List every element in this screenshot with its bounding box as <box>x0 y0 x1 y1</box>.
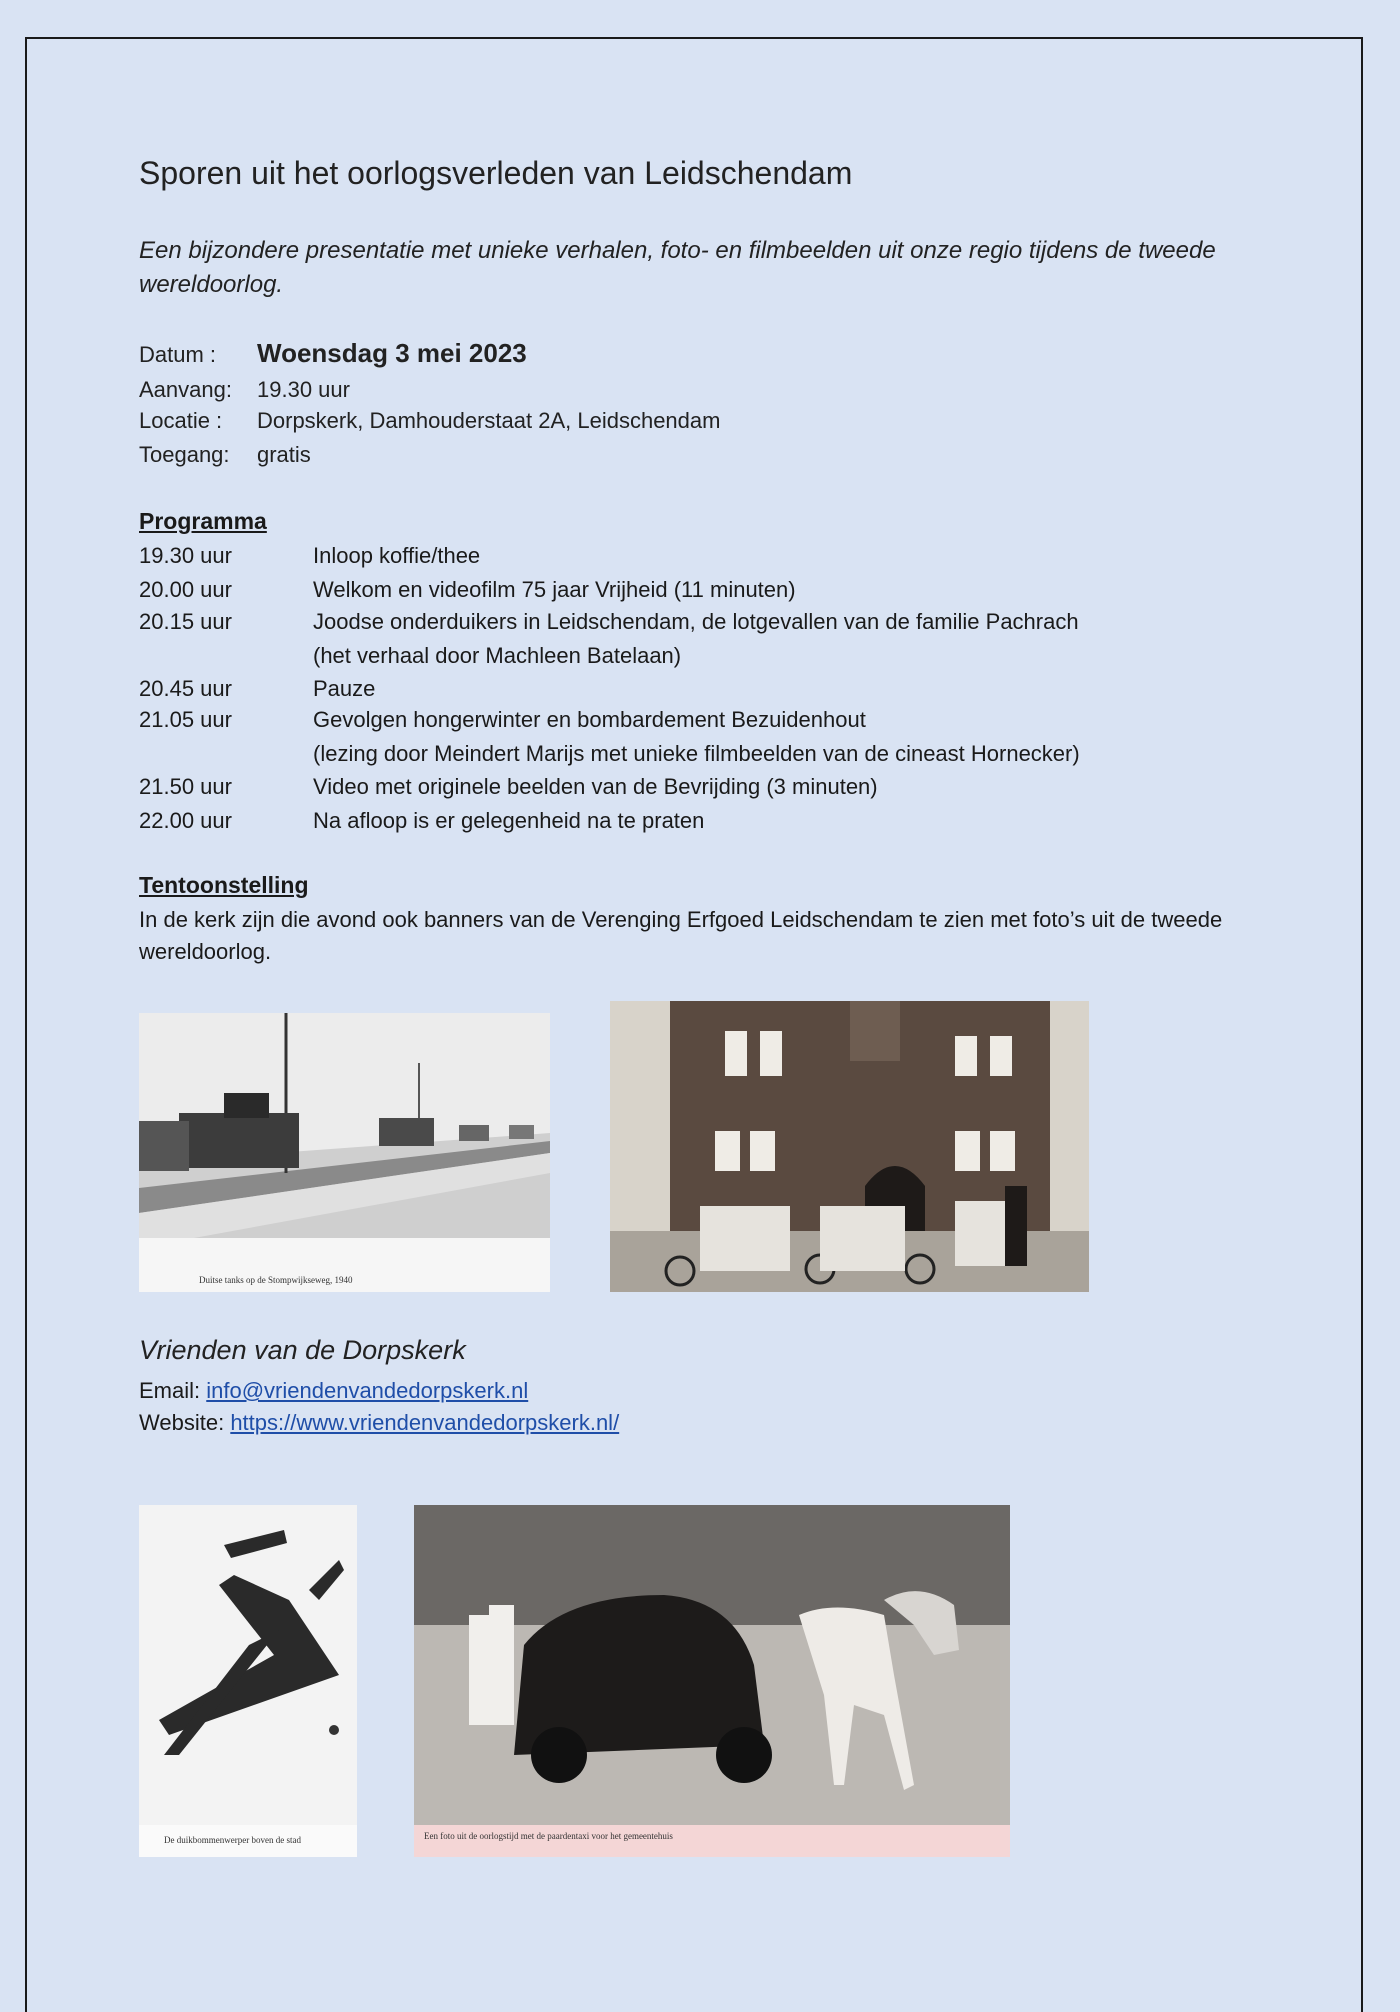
programme-item: 21.50 uur Video met originele beelden van de Bevrijding (3 minuten) <box>139 774 878 799</box>
photo-townhall <box>610 1001 1089 1292</box>
photo-stuka <box>139 1505 357 1857</box>
info-date <box>139 338 527 369</box>
website-link[interactable]: https://www.vriendenvandedorpskerk.nl/ <box>230 1410 620 1435</box>
website-label: Website: <box>139 1410 225 1435</box>
car-caption: Een foto uit de oorlogstijd met de paardentaxi voor het gemeentehuis <box>424 1831 673 1841</box>
programme-item: 20.00 uur Welkom en videofilm 75 jaar Vrijheid (11 minuten) <box>139 577 796 602</box>
info-access <box>139 442 311 468</box>
exhibition-heading: Tentoonstelling <box>139 872 309 898</box>
exhibition-text: In de kerk zijn die avond ook banners van de Verenging Erfgoed Leidschendam te zien met foto’s uit de tweede wereldoorlog. <box>139 907 1223 964</box>
stuka-caption: De duikbommenwerper boven de stad <box>164 1835 301 1845</box>
contact-email <box>139 1378 528 1404</box>
location-label: Locatie : <box>139 408 223 433</box>
photo-car-horse <box>414 1505 1010 1857</box>
photo-tanks <box>139 1013 550 1292</box>
start-label: Aanvang: <box>139 377 232 402</box>
access-label: Toegang: <box>139 442 230 467</box>
programme-item: 20.45 uur Pauze <box>139 676 376 701</box>
programme-item: 20.15 uur Joodse onderduikers in Leidschendam, de lotgevallen van de familie Pachrach <box>139 609 1079 634</box>
programme-heading: Programma <box>139 508 267 534</box>
access-value: gratis <box>257 442 311 467</box>
organisation-name: Vrienden van de Dorpskerk <box>139 1335 466 1365</box>
tanks-caption: Duitse tanks op de Stompwijkseweg, 1940 <box>199 1275 353 1285</box>
programme-item-continuation: (lezing door Meindert Marijs met unieke filmbeelden van de cineast Hornecker) <box>313 741 1080 766</box>
programme-item: 22.00 uur Na afloop is er gelegenheid na te praten <box>139 808 705 833</box>
start-value: 19.30 uur <box>257 377 350 402</box>
email-link[interactable]: info@vriendenvandedorpskerk.nl <box>206 1378 529 1403</box>
programme-item: 21.05 uur Gevolgen hongerwinter en bombardement Bezuidenhout <box>139 707 866 732</box>
page-subtitle: Een bijzondere presentatie met unieke verhalen, foto- en filmbeelden uit onze regio tijdens de tweede wereldoorlog. <box>139 237 1216 298</box>
location-value: Dorpskerk, Damhouderstaat 2A, Leidschendam <box>257 408 721 433</box>
programme-item: 19.30 uur Inloop koffie/thee <box>139 543 481 568</box>
date-label: Datum : <box>139 342 217 367</box>
email-label: Email: <box>139 1378 201 1403</box>
info-location <box>139 408 720 434</box>
programme-item-continuation: (het verhaal door Machleen Batelaan) <box>313 643 682 668</box>
date-value: Woensdag 3 mei 2023 <box>257 338 527 368</box>
contact-website <box>139 1410 619 1436</box>
page-title: Sporen uit het oorlogsverleden van Leidschendam <box>139 155 853 191</box>
info-start <box>139 377 350 403</box>
